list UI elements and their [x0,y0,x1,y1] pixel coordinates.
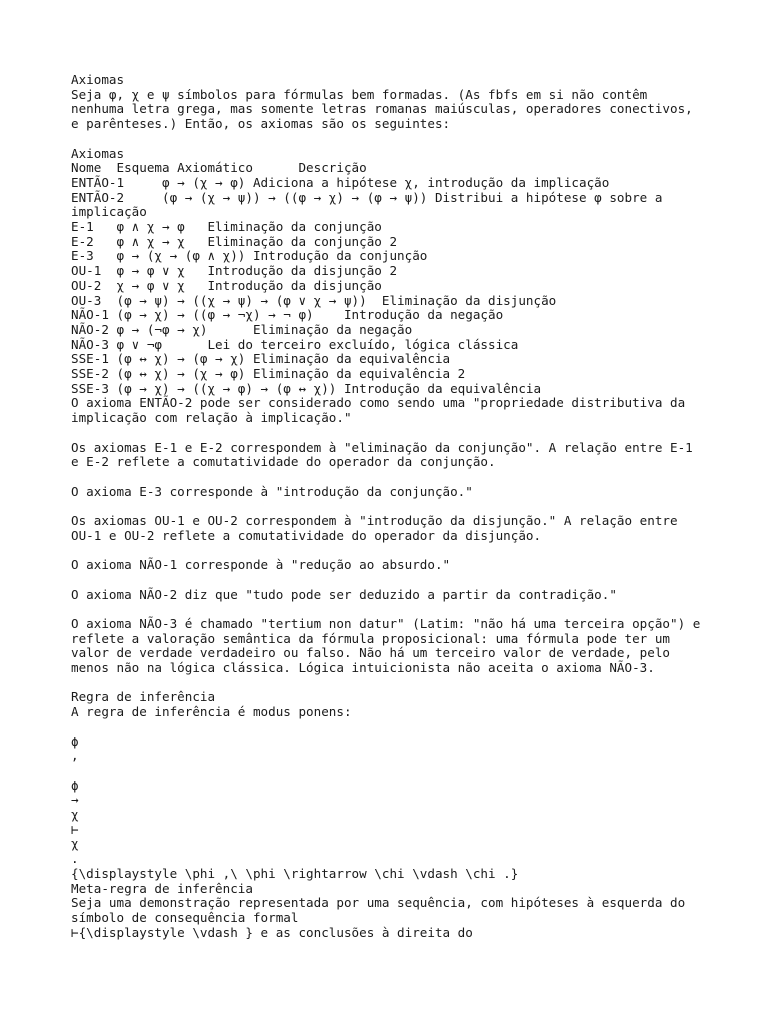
paragraph-e3: O axioma E-3 corresponde à "introdução da conjunção." [71,483,473,499]
document-page [71,73,711,940]
intro-heading: Axiomas [71,72,125,87]
axiom-row: NÃO-1 (φ → χ) → ((φ → ¬χ) → ¬ φ) Introdução da negação [71,307,504,323]
axiom-row: ENTÃO-2 (φ → (χ → ψ)) → ((φ → χ) → (φ → ψ)) Distribui a hipótese φ sobre a [71,189,663,205]
formula-token: χ [71,807,79,822]
intro-line: nenhuma letra grega, mas somente letras romanas maiúsculas, operadores conectivos, [71,101,693,117]
formula-token: ϕ [71,733,79,749]
formula-token: ⊢ [71,821,79,837]
paragraph-nao3: reflete a valoração semântica da fórmula proposicional: uma fórmula pode ter um [71,630,670,646]
axiom-row: SSE-1 (φ ↔ χ) → (φ → χ) Eliminação da equivalência [71,351,451,367]
axiom-row: SSE-3 (φ → χ) → ((χ → φ) → (φ ↔ χ)) Introdução da equivalência [71,380,542,396]
axiom-row: E-3 φ → (χ → (φ ∧ χ)) Introdução da conjunção [71,248,428,264]
spacer [71,426,711,441]
axiom-row: E-1 φ ∧ χ → φ Eliminação da conjunção [71,219,382,235]
axiom-row: NÃO-2 φ → (¬φ → χ) Eliminação da negação [71,321,413,337]
spacer [71,543,711,558]
intro-line: Seja φ, χ e ψ símbolos para fórmulas bem formadas. (As fbfs em si não contêm [71,86,648,102]
paragraph-nao2: O axioma NÃO-2 diz que "tudo pode ser deduzido a partir da contradição." [71,586,617,602]
paragraph-nao3: O axioma NÃO-3 é chamado "tertium non datur" (Latim: "não há uma terceira opção") e [71,615,701,631]
axioms-table-header: Nome Esquema Axiomático Descrição [71,160,367,176]
spacer [71,499,711,514]
spacer [71,573,711,588]
axiom-row: OU-2 χ → φ ∨ χ Introdução da disjunção [71,277,382,293]
formula-token: , [71,748,79,764]
formula-token: χ [71,836,79,852]
axiom-row: implicação [71,204,147,220]
inference-heading: Regra de inferência [71,689,216,705]
axiom-row: NÃO-3 φ ∨ ¬φ Lei do terceiro excluído, lógica clássica [71,336,519,352]
spacer [71,470,711,485]
paragraph-e1-e2: Os axiomas E-1 e E-2 correspondem à "eliminação da conjunção". A relação entre E-1 [71,439,693,455]
formula-token: → [71,792,79,808]
axiom-row: OU-3 (φ → ψ) → ((χ → ψ) → (φ ∨ χ → ψ)) Eliminação da disjunção [71,292,557,308]
formula-token: ϕ [71,777,79,793]
meta-heading: Meta-regra de inferência [71,880,253,896]
spacer [71,676,711,691]
axiom-row: SSE-2 (φ ↔ χ) → (χ → φ) Eliminação da equivalência 2 [71,366,466,382]
spacer [71,602,711,617]
latex-source: {\displaystyle \phi ,\ \phi \rightarrow \chi \vdash \chi .} [71,865,519,881]
axiom-note: O axioma ENTÃO-2 pode ser considerado como sendo uma "propriedade distributiva da [71,395,686,411]
inference-intro: A regra de inferência é modus ponens: [71,704,352,720]
meta-line: ⊢{\displaystyle \vdash } e as conclusões à direita do [71,924,473,940]
axiom-note: implicação com relação à implicação." [71,410,352,426]
meta-line: Seja uma demonstração representada por uma sequência, com hipóteses à esquerda do [71,895,686,911]
formula-token: . [71,851,79,867]
paragraph-nao1: O axioma NÃO-1 corresponde à "redução ao absurdo." [71,557,451,573]
axioms-heading: Axiomas [71,145,125,161]
axiom-row: OU-1 φ → φ ∨ χ Introdução da disjunção 2 [71,263,398,279]
spacer [71,132,711,147]
intro-line: e parênteses.) Então, os axiomas são os seguintes: [71,116,451,132]
paragraph-ou: Os axiomas OU-1 e OU-2 correspondem à "introdução da disjunção." A relação entre [71,513,678,529]
axiom-row: ENTÃO-1 φ → (χ → φ) Adiciona a hipótese χ, introdução da implicação [71,174,610,190]
paragraph-nao3: valor de verdade verdadeiro ou falso. Não há um terceiro valor de verdade, pelo [71,645,670,661]
axiom-row: E-2 φ ∧ χ → χ Eliminação da conjunção 2 [71,233,398,249]
formula-token [71,764,711,779]
paragraph-nao3: menos não na lógica clássica. Lógica intuicionista não aceita o axioma NÃO-3. [71,660,655,676]
spacer [71,720,711,735]
paragraph-e1-e2: e E-2 reflete a comutatividade do operador da conjunção. [71,454,496,470]
paragraph-ou: OU-1 e OU-2 reflete a comutatividade do operador da disjunção. [71,527,542,543]
meta-line: símbolo de consequência formal [71,909,299,925]
